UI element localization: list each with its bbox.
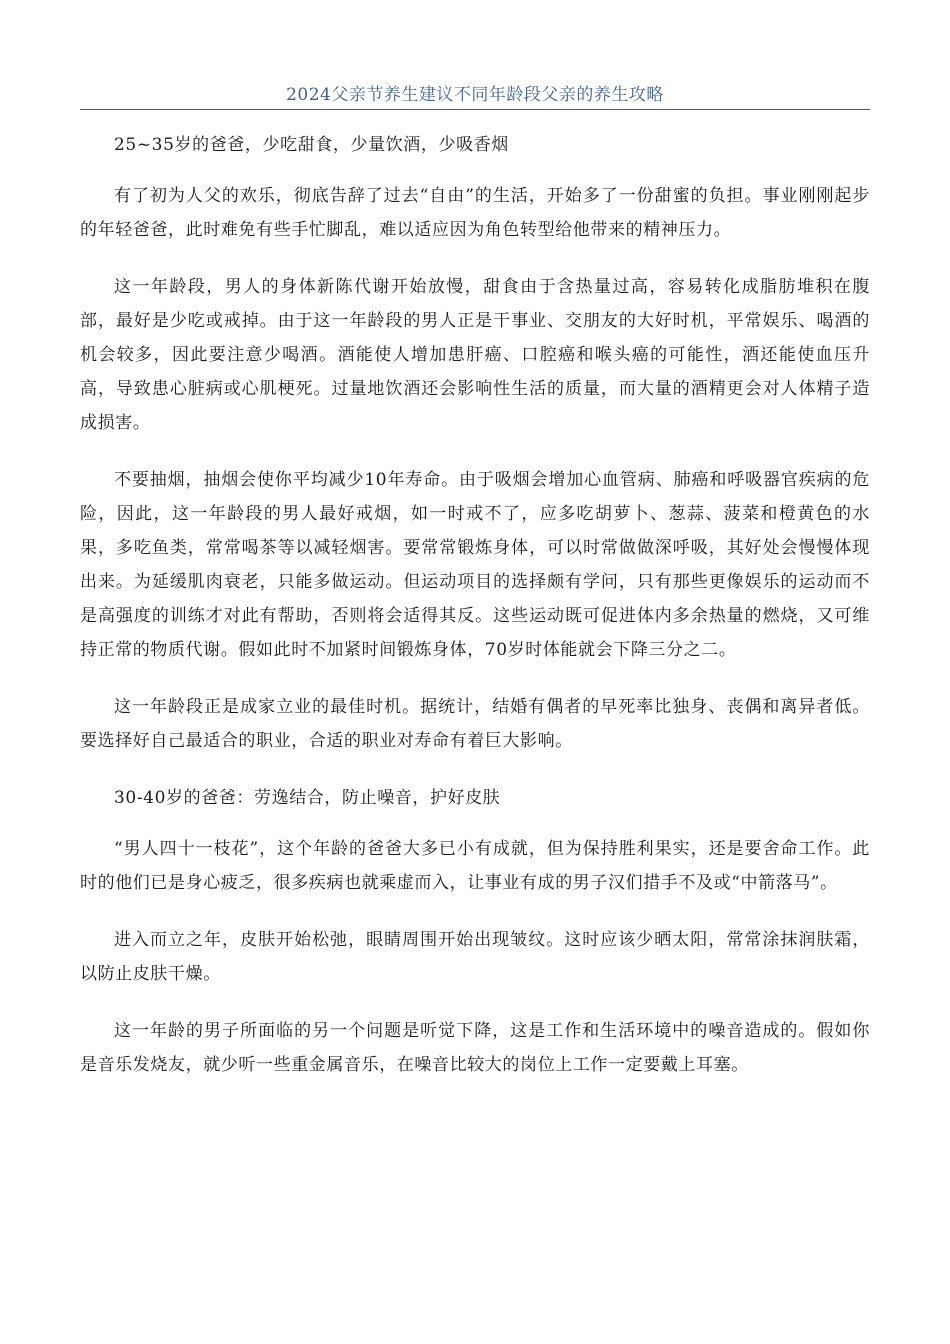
section-heading: 25~35岁的爸爸，少吃甜食，少量饮酒，少吸香烟 [114,135,509,155]
section-heading: 30-40岁的爸爸：劳逸结合，防止噪音，护好皮肤 [114,788,501,808]
paragraph: 这一年龄段正是成家立业的最佳时机。据统计，结婚有偶者的早死率比独身、丧偶和离异者低。要选择好自己最适合的职业，合适的职业对寿命有着巨大影响。 [80,697,870,751]
page-header [80,80,870,110]
document-body [80,128,870,1105]
paragraph: 这一年龄段，男人的身体新陈代谢开始放慢，甜食由于含热量过高，容易转化成脂肪堆积在腹部，最好是少吃或戒掉。由于这一年龄段的男人正是干事业、交朋友的大好时机，平常娱乐、喝酒的机会较多，因此要注意少喝酒。酒能使人增加患肝癌、口腔癌和喉头癌的可能性，酒还能使血压升高，导致患心脏病或心肌梗死。过量地饮酒还会影响性生活的质量，而大量的酒精更会对人体精子造成损害。 [80,277,870,433]
paragraph: “男人四十一枝花”，这个年龄的爸爸大多已小有成就，但为保持胜利果实，还是要舍命工作。此时的他们已是身心疲乏，很多疾病也就乘虚而入，让事业有成的男子汉们措手不及或“中箭落马”。 [80,839,870,893]
paragraph: 不要抽烟，抽烟会使你平均减少10年寿命。由于吸烟会增加心血管病、肺癌和呼吸器官疾病的危险，因此，这一年龄段的男人最好戒烟，如一时戒不了，应多吃胡萝卜、葱蒜、菠菜和橙黄色的水果，多吃鱼类，常常喝茶等以减轻烟害。要常常锻炼身体，可以时常做做深呼吸，其好处会慢慢体现出来。为延缓肌肉衰老，只能多做运动。但运动项目的选择颇有学问，只有那些更像娱乐的运动而不是高强度的训练才对此有帮助，否则将会适得其反。这些运动既可促进体内多余热量的燃烧，又可维持正常的物质代谢。假如此时不加紧时间锻炼身体，70岁时体能就会下降三分之二。 [80,470,870,660]
paragraph: 进入而立之年，皮肤开始松弛，眼睛周围开始出现皱纹。这时应该少晒太阳，常常涂抹润肤霜，以防止皮肤干燥。 [80,930,870,984]
paragraph: 这一年龄的男子所面临的另一个问题是听觉下降，这是工作和生活环境中的噪音造成的。假如你是音乐发烧友，就少听一些重金属音乐，在噪音比较大的岗位上工作一定要戴上耳塞。 [80,1021,870,1075]
paragraph: 有了初为人父的欢乐，彻底告辞了过去“自由”的生活，开始多了一份甜蜜的负担。事业刚刚起步的年轻爸爸，此时难免有些手忙脚乱，难以适应因为角色转型给他带来的精神压力。 [80,186,870,240]
page-title: 2024父亲节养生建议不同年龄段父亲的养生攻略 [286,85,664,105]
